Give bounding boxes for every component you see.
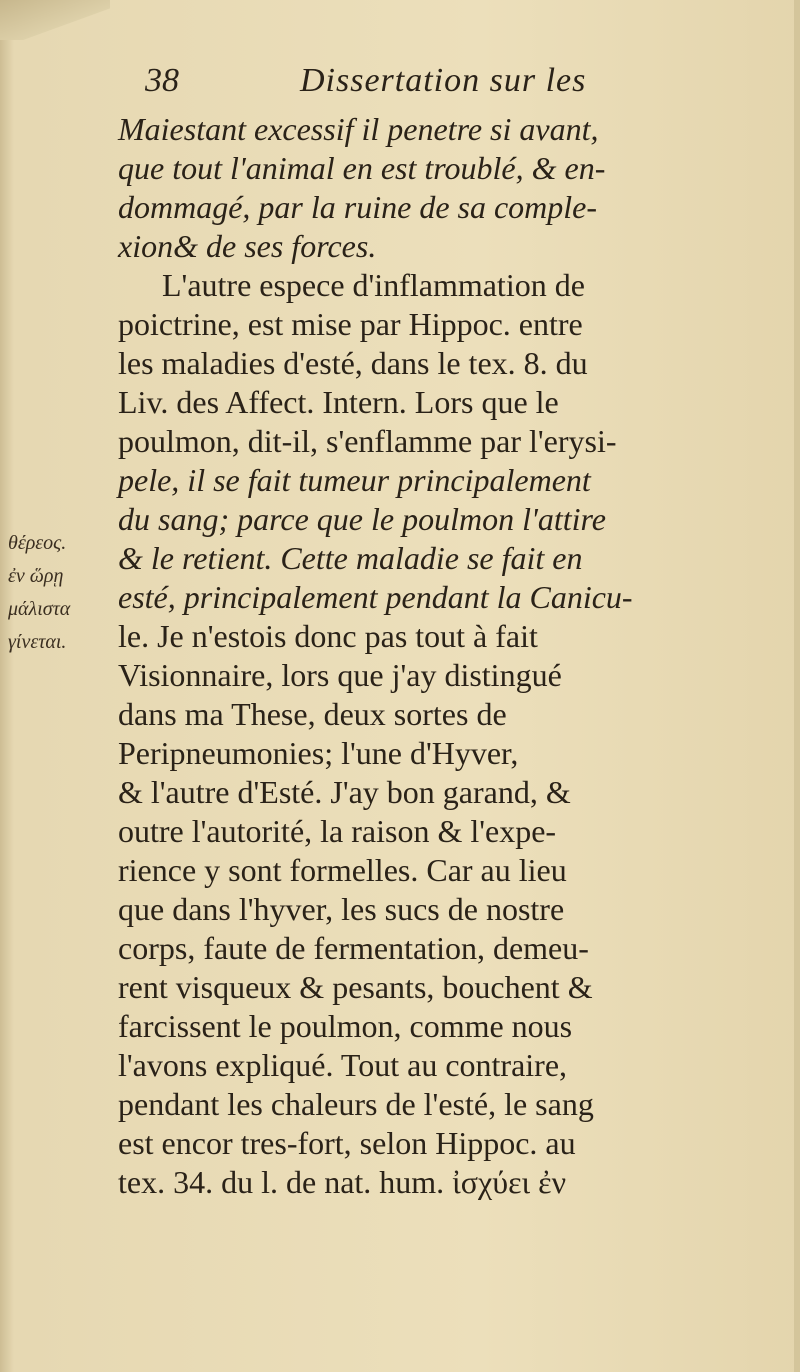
text-line: dommagé, par la ruine de sa comple- (118, 189, 598, 225)
text-line: outre l'autorité, la raison & l'expe- (118, 813, 557, 849)
margin-note-line: γίνεται. (8, 631, 67, 653)
page-corner-fold (0, 0, 110, 40)
page-number: 38 (145, 62, 179, 99)
text-line: Visionnaire, lors que j'ay distingué (118, 657, 562, 693)
margin-note-line: θέρεος. (8, 532, 67, 554)
text-line: dans ma These, deux sortes de (118, 696, 507, 732)
text-line: pendant les chaleurs de l'esté, le sang (118, 1086, 594, 1122)
page-header (145, 62, 765, 112)
text-line: & l'autre d'Esté. J'ay bon garand, & (118, 774, 571, 810)
text-line: poulmon, dit-il, s'enflamme par l'erysi- (118, 423, 617, 459)
text-line: est encor tres-fort, selon Hippoc. au (118, 1125, 576, 1161)
text-line: pele, il se fait tumeur principalement (118, 462, 591, 498)
text-line: Liv. des Affect. Intern. Lors que le (118, 384, 559, 420)
text-line: que tout l'animal en est troublé, & en- (118, 150, 606, 186)
text-line: poictrine, est mise par Hippoc. entre (118, 306, 583, 342)
margin-note-line: ἐν ὥρῃ (8, 565, 64, 587)
text-line: les maladies d'esté, dans le tex. 8. du (118, 345, 588, 381)
text-line: le. Je n'estois donc pas tout à fait (118, 618, 538, 654)
text-line: Maiestant excessif il penetre si avant, (118, 111, 599, 147)
text-line: Peripneumonies; l'une d'Hyver, (118, 735, 519, 771)
text-line: & le retient. Cette maladie se fait en (118, 540, 583, 576)
text-line: L'autre espece d'inflammation de (162, 267, 585, 303)
text-line: rent visqueux & pesants, bouchent & (118, 969, 593, 1005)
text-line: que dans l'hyver, les sucs de nostre (118, 891, 565, 927)
page-edge (794, 0, 800, 1372)
text-line: rience y sont formelles. Car au lieu (118, 852, 567, 888)
text-line: farcissent le poulmon, comme nous (118, 1008, 573, 1044)
text-line: xion& de ses forces. (118, 228, 377, 264)
margin-note (8, 527, 118, 659)
text-line: tex. 34. du l. de nat. hum. ἰσχύει ἐν (118, 1164, 567, 1200)
margin-note-line: μάλιστα (8, 598, 71, 620)
text-line: corps, faute de fermentation, demeu- (118, 930, 589, 966)
text-line: esté, principalement pendant la Canicu- (118, 579, 633, 615)
running-head: Dissertation sur les (300, 62, 587, 99)
body-text (118, 110, 768, 1202)
text-line: du sang; parce que le poulmon l'attire (118, 501, 606, 537)
text-line: l'avons expliqué. Tout au contraire, (118, 1047, 568, 1083)
